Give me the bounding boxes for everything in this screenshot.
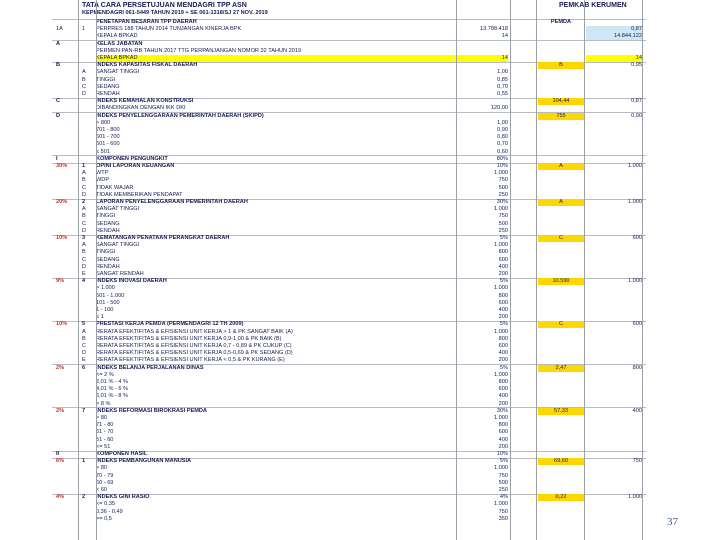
table-cell-c0: 6% [56, 458, 65, 465]
table-cell-c0: 2% [56, 364, 65, 371]
table-cell-c2: SANGAT TINGGI [96, 69, 140, 76]
table-cell-c3: 500 [498, 479, 508, 486]
spreadsheet [52, 0, 646, 540]
table-cell-c2: LAPORAN PENYELENGGARAAN PEMERINTAH DAERAH [96, 199, 248, 205]
table-cell-c3: 800 [498, 249, 508, 256]
table-cell-c2: DIBANDINGKAN DENGAN IKK DKI [96, 105, 186, 112]
table-cell-c3: 1.000 [494, 242, 508, 249]
table-cell-c2: RENDAH [96, 263, 120, 270]
table-cell-c0: I [56, 155, 58, 162]
table-cell-c1: A [82, 328, 86, 335]
table-cell-c2: 6,01 % - 8 % [96, 393, 129, 400]
page-number: 37 [667, 516, 678, 528]
table-cell-c0: B [56, 62, 61, 69]
table-cell-c1: B [82, 213, 86, 220]
table-cell-c3: 10% [496, 163, 508, 169]
table-cell-c2: 701 - 800 [96, 127, 120, 133]
table-cell-c2: INDEKS REFORMASI BIROKRASI PEMDA [96, 407, 207, 414]
table-cell-c2: <= 2 % [96, 371, 114, 378]
right-header: PEMKAB KERUMEN [559, 2, 627, 9]
table-cell-c3: 400 [498, 393, 508, 400]
grid-column-line [78, 0, 79, 540]
table-cell-c6: 1.000 [628, 278, 642, 285]
table-cell-c3: 200 [498, 400, 508, 407]
table-cell-c1: E [82, 357, 86, 364]
table-cell-c3: 750 [498, 508, 508, 515]
table-cell-c3: 0,70 [497, 83, 508, 90]
table-cell-c2: KEPALA BPKAD [96, 55, 456, 62]
table-cell-c2: OPINI LAPORAN KEUANGAN [96, 163, 175, 169]
table-cell-c0: 10% [56, 321, 68, 328]
table-cell-c2: 70 - 79 [96, 472, 114, 479]
table-cell-c1: 7 [82, 407, 86, 414]
table-cell-c1: 4 [82, 278, 86, 285]
table-cell-c0: 9% [56, 278, 65, 285]
table-cell-c3: 5% [499, 321, 508, 328]
table-cell-c6: 1.000 [628, 494, 642, 501]
table-cell-c3: 14 [501, 33, 508, 40]
table-cell-c2: SEDANG [96, 83, 120, 90]
table-cell-c2: > 800 [96, 119, 111, 126]
table-cell-c3: 1.000 [494, 415, 508, 421]
table-cell-c2: WTP [96, 170, 109, 177]
table-cell-c2: RERATA EFEKTIFITAS & EFISIENSI UNIT KERJA > 1 & PK SANGAT BAIK (A) [96, 328, 293, 335]
table-cell-c3: 120,00 [490, 105, 508, 112]
table-cell-c5: 2,47 [538, 365, 584, 372]
table-cell-c1: C [82, 220, 87, 227]
table-cell-c2: 51 - 60 [96, 436, 114, 443]
table-cell-c2: PRESTASI KERJA PEMDA (PERMENDAGRI 12 TH 2009) [96, 321, 244, 328]
table-cell-c3: 800 [498, 379, 508, 385]
table-cell-c3: 250 [498, 487, 508, 493]
table-cell-c6: 0,87 [631, 98, 642, 105]
table-cell-c5: 104,44 [538, 98, 584, 105]
table-cell-c3: 200 [498, 314, 508, 321]
table-cell-c3: 600 [498, 299, 508, 306]
table-cell-c3: 1.000 [494, 206, 508, 213]
table-cell-c0: 20% [56, 199, 68, 205]
table-cell-c6: 1.000 [628, 163, 642, 169]
table-cell-c3: 400 [498, 436, 508, 443]
table-cell-c3: 800 [498, 335, 508, 342]
table-cell-c3: 1.000 [494, 285, 508, 292]
table-cell-c3: 600 [498, 429, 508, 436]
table-cell-c3: 250 [498, 227, 508, 234]
table-cell-c2: <= 0,35 [96, 501, 115, 508]
table-cell-c6: 0,90 [631, 112, 642, 119]
table-cell-c2: INDEKS GINI RASIO [96, 494, 150, 501]
grid-column-line [584, 0, 585, 540]
table-cell-c3: 80% [496, 155, 508, 162]
table-cell-c0: 1A [56, 26, 63, 33]
table-cell-c2: 0,36 - 0,49 [96, 508, 123, 515]
table-cell-c2: RERATA EFEKTIFITAS & EFISIENSI UNIT KERJA < 0,5 & PK KURANG (E) [96, 357, 285, 364]
table-cell-c2: TINGGI [96, 213, 116, 220]
table-cell-c1: E [82, 271, 86, 277]
table-cell-c2: TINGGI [96, 76, 116, 83]
table-cell-c2: RENDAH [96, 91, 120, 97]
table-cell-c3: 30% [496, 199, 508, 205]
table-cell-c1: A [82, 206, 86, 213]
table-cell-c3: 750 [498, 213, 508, 220]
table-cell-c1: C [82, 343, 87, 349]
table-cell-c3: 1,00 [497, 69, 508, 76]
table-cell-c3: 400 [498, 263, 508, 270]
table-cell-c2: TINGGI [96, 249, 116, 256]
table-cell-c3: 0,60 [497, 148, 508, 155]
table-cell-c2: KELAS JABATAN [96, 40, 143, 47]
table-cell-c2: SANGAT TINGGI [96, 206, 140, 213]
grid-column-line [642, 0, 643, 540]
table-cell-c0: 10% [56, 235, 68, 241]
table-cell-c3: 800 [498, 292, 508, 299]
table-cell-c2: KEPALA BPKAD [96, 33, 138, 40]
table-cell-c2: >= 0,5 [96, 515, 112, 522]
table-cell-c1: C [82, 256, 87, 263]
table-cell-c3: 5% [499, 458, 508, 465]
table-cell-c5: 10.590 [538, 278, 584, 285]
table-cell-c3: 5% [499, 235, 508, 241]
table-cell-c5: C [538, 235, 584, 242]
table-cell-c2: SEDANG [96, 256, 120, 263]
table-cell-c5: C [538, 321, 584, 328]
table-cell-c3: 0,80 [497, 134, 508, 141]
table-cell-c6: 750 [632, 458, 642, 465]
table-cell-c2: RENDAH [96, 227, 120, 234]
table-cell-c2: 1 - 100 [96, 307, 114, 313]
table-cell-c1: B [82, 335, 86, 342]
table-cell-c1: B [82, 177, 86, 184]
table-cell-c3: 1.000 [494, 501, 508, 508]
table-cell-c6: 0,95 [631, 62, 642, 69]
table-cell-c1: 2 [82, 199, 86, 205]
table-cell-c5: A [538, 199, 584, 206]
table-cell-c3: 200 [498, 443, 508, 450]
table-cell-c2: RERATA EFEKTIFITAS & EFISIENSI UNIT KERJA 0,5-0,69 & PK SEDANG (D) [96, 350, 293, 357]
table-cell-c2: PERMEN PAN-RB TAHUN 2017 TTG PERPANJANGAN NOMOR 32 TAHUN 2019 [96, 47, 302, 54]
table-cell-c1: D [82, 263, 87, 270]
table-cell-c1: 1 [82, 458, 86, 465]
table-cell-c3: 600 [498, 256, 508, 263]
table-cell-c3: 10% [496, 451, 508, 457]
table-cell-c2: INDEKS PENYELENGGARAAN PEMERINTAH DAERAH (SKIPD) [96, 112, 264, 119]
table-cell-c3: 0,55 [497, 91, 508, 97]
grid-column-line [510, 0, 511, 540]
table-cell-c3: 0,85 [497, 76, 508, 83]
table-cell-c2: 71 - 80 [96, 422, 114, 429]
table-cell-c1: D [82, 191, 87, 198]
table-cell-c2: <= 51 [96, 443, 111, 450]
table-cell-c3: 4% [499, 494, 508, 501]
table-cell-c2: INDEKS BELANJA PERJALANAN DINAS [96, 364, 204, 371]
table-cell-c1: A [82, 242, 86, 249]
table-cell-c2: PENETAPAN BESARAN TPP DAERAH [96, 19, 197, 25]
table-cell-c1: 1 [82, 26, 86, 33]
table-cell-c3: 500 [498, 184, 508, 191]
table-cell-c3: 0,70 [497, 141, 508, 148]
table-cell-c2: SANGAT TINGGI [96, 242, 140, 249]
table-cell-c2: > 80 [96, 415, 108, 421]
table-cell-c5: PEMDA [550, 19, 572, 25]
table-cell-c2: WDP [96, 177, 110, 184]
table-cell-c1: 2 [82, 494, 86, 501]
table-cell-c2: > 8 % [96, 400, 111, 407]
table-cell-c0: 30% [56, 163, 68, 169]
table-cell-c1: A [82, 69, 86, 76]
table-cell-c2: 61 - 70 [96, 429, 114, 436]
table-cell-c0: A [56, 40, 61, 47]
table-cell-c6: 600 [632, 235, 642, 241]
table-cell-c1: 1 [82, 163, 86, 169]
table-cell-c2: INDEKS PEMBANGUNAN MANUSIA [96, 458, 192, 465]
table-cell-c6: 0,87 [586, 26, 642, 33]
table-cell-c3: 1.000 [494, 328, 508, 335]
table-cell-c2: 4,01 % - 6 % [96, 386, 129, 393]
table-cell-c1: 3 [82, 235, 86, 241]
table-cell-c1: C [82, 83, 87, 90]
grid-column-line [96, 0, 97, 540]
table-cell-c6: 14 [586, 55, 642, 62]
table-cell-c6: 800 [632, 364, 642, 371]
table-cell-c6: 400 [632, 407, 642, 414]
table-cell-c3: 200 [498, 357, 508, 364]
sheet-subtitle: KEPMENDAGRI 061-5449 TAHUN 2019 + SE 061-1318/SJ 27 NOV. 2019 [82, 10, 268, 16]
table-cell-c1: C [82, 184, 87, 191]
table-cell-c2: TIDAK MEMBERIKAN PENDAPAT [96, 191, 183, 198]
table-cell-c1: 5 [82, 321, 86, 328]
table-cell-c3: 600 [498, 343, 508, 349]
table-cell-c5: 69,60 [538, 458, 584, 465]
table-cell-c6: 1.000 [628, 199, 642, 205]
table-cell-c6: 14.844.122 [586, 33, 642, 40]
table-cell-c2: KOMPONEN PENGUNGKIT [96, 155, 168, 162]
table-cell-c2: > 1.000 [96, 285, 115, 292]
table-cell-c2: 60 - 69 [96, 479, 114, 486]
table-cell-c3: 750 [498, 472, 508, 479]
table-cell-c2: 501 - 600 [96, 141, 120, 148]
table-cell-c2: TIDAK WAJAR [96, 184, 134, 191]
table-cell-c2: 101 - 500 [96, 299, 120, 306]
table-cell-c2: > 80 [96, 465, 108, 472]
table-cell-c0: 4% [56, 494, 65, 501]
grid-column-line [536, 0, 537, 540]
table-cell-c3: 0,90 [497, 127, 508, 133]
table-cell-c2: SEDANG [96, 220, 120, 227]
table-cell-c2: 501 - 1.000 [96, 292, 125, 299]
table-cell-c3: 800 [498, 422, 508, 429]
table-cell-c3: 1.000 [494, 170, 508, 177]
table-cell-c0: 2% [56, 407, 65, 414]
table-cell-c3: 1.000 [494, 465, 508, 472]
table-cell-c3: 600 [498, 386, 508, 393]
table-cell-c5: 0,22 [538, 494, 584, 501]
table-cell-c1: 6 [82, 364, 86, 371]
table-cell-c3: 13.788.418 [480, 26, 508, 33]
table-cell-c3: 30% [496, 407, 508, 414]
table-cell-c5: B [538, 62, 584, 69]
table-cell-c1: B [82, 249, 86, 256]
table-cell-c3: 350 [498, 515, 508, 522]
table-cell-c2: SANGAT RENDAH [96, 271, 144, 277]
table-cell-c2: PERPRES 188 TAHUN 2014 TUNJANGAN KINERJA BPK [96, 26, 242, 33]
table-cell-c3: 200 [498, 271, 508, 277]
table-cell-c1: A [82, 170, 86, 177]
table-cell-c3: 400 [498, 350, 508, 357]
table-cell-c3: 5% [499, 278, 508, 285]
table-cell-c2: RERATA EFEKTIFITAS & EFISIENSI UNIT KERJA 0,7 - 0,89 & PK CUKUP (C) [96, 343, 292, 349]
table-cell-c3: 400 [498, 307, 508, 313]
table-cell-c2: RERATA EFEKTIFITAS & EFISIENSI UNIT KERJA 0,9-1,00 & PK BAIK (B) [96, 335, 282, 342]
table-cell-c5: 755 [538, 113, 584, 120]
grid-column-line [456, 0, 457, 540]
table-cell-c3: 5% [499, 364, 508, 371]
table-cell-c1: D [82, 350, 87, 357]
table-cell-c2: KEMATANGAN PENATAAN PERANGKAT DAERAH [96, 235, 230, 241]
table-cell-c2: INDEKS KAPASITAS FISKAL DAERAH [96, 62, 198, 69]
table-cell-c5: 57,33 [538, 408, 584, 415]
table-cell-c5: A [538, 163, 584, 170]
sheet-title: TATA CARA PERSETUJUAN MENDAGRI TPP ASN [82, 2, 247, 9]
table-cell-c2: ≤ 1 [96, 314, 104, 321]
table-cell-c2: < 60 [96, 487, 108, 493]
table-cell-c0: D [56, 112, 61, 119]
table-cell-c2: 601 - 700 [96, 134, 120, 141]
table-cell-c3: 1,00 [497, 119, 508, 126]
table-cell-c3: 14 [456, 55, 508, 62]
table-cell-c2: KOMPONEN HASIL [96, 451, 148, 457]
table-cell-c0: II [56, 451, 60, 457]
table-cell-c2: INDEKS INOVASI DAERAH [96, 278, 167, 285]
table-cell-c2: 2,01 % - 4 % [96, 379, 129, 385]
table-cell-c0: C [56, 98, 61, 105]
table-cell-c3: 250 [498, 191, 508, 198]
table-cell-c1: D [82, 227, 87, 234]
table-cell-c1: B [82, 76, 86, 83]
table-cell-c2: INDEKS KEMAHALAN KONSTRUKSI [96, 98, 194, 105]
table-cell-c1: D [82, 91, 87, 97]
table-cell-c3: 750 [498, 177, 508, 184]
table-cell-c3: 500 [498, 220, 508, 227]
table-cell-c2: ≤ 501 [96, 148, 110, 155]
table-cell-c3: 1.000 [494, 371, 508, 378]
table-cell-c6: 600 [632, 321, 642, 328]
